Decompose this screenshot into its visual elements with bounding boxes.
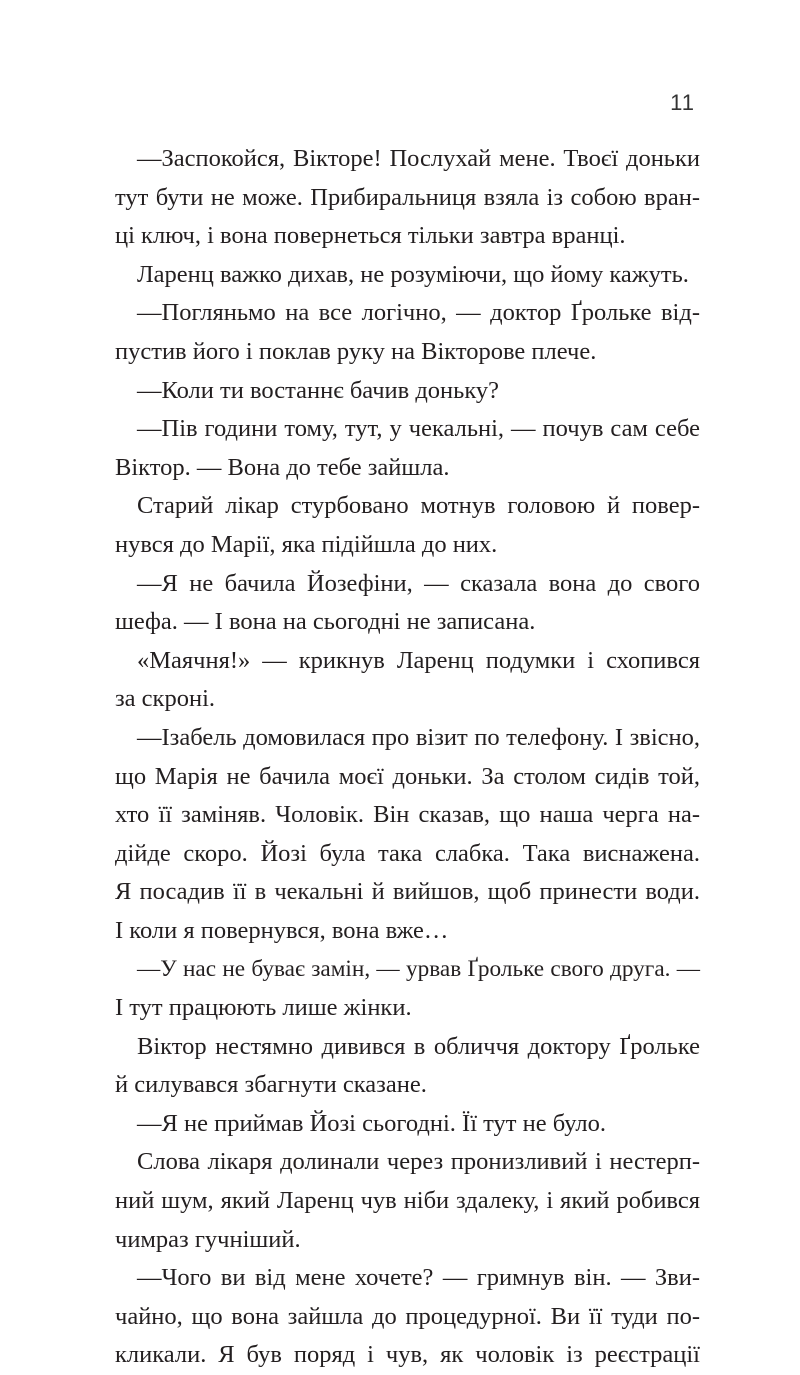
- text-line: чайно, що вона зайшла до процедурної. Ви її туди по-: [115, 1302, 700, 1330]
- text-line: —Заспокойся, Вікторе! Послухай мене. Твоєї доньки: [137, 145, 700, 172]
- text-line: чимраз гучніший.: [115, 1225, 301, 1253]
- text-line: Віктор нестямно дивився в обличчя доктору Ґрольке: [137, 1032, 700, 1060]
- text-line: —Я не приймав Йозі сьогодні. Її тут не було.: [137, 1109, 607, 1137]
- text-line: —Коли ти востаннє бачив доньку?: [137, 376, 499, 404]
- text-line: І тут працюють лише жінки.: [115, 994, 412, 1022]
- text-line: Старий лікар стурбовано мотнув головою й повер-: [137, 492, 700, 520]
- text-line: Віктор. — Вона до тебе зайшла.: [115, 453, 450, 481]
- text-line: дійде скоро. Йозі була така слабка. Така виснажена.: [115, 839, 700, 867]
- text-line: ці ключ, і вона повернеться тільки завтра вранці.: [115, 222, 626, 250]
- text-line: —У нас не буває замін, — урвав Ґрольке свого друга. —: [137, 956, 700, 983]
- text-line: —Я не бачила Йозефіни, — сказала вона до свого: [137, 569, 700, 597]
- text-line: —Пів години тому, тут, у чекальні, — почув сам себе: [137, 415, 700, 443]
- page-number: 11: [670, 90, 695, 115]
- text-line: —Ізабель домовилася про візит по телефону. І звісно,: [137, 723, 700, 751]
- text-line: хто її заміняв. Чоловік. Він сказав, що наша черга на-: [115, 801, 700, 829]
- text-line: пустив його і поклав руку на Вікторове плече.: [115, 337, 597, 365]
- text-line: що Марія не бачила моєї доньки. За столом сидів той,: [115, 762, 700, 790]
- text-line: —Чого ви від мене хочете? — гримнув він. — Зви-: [137, 1264, 700, 1292]
- text-line: нувся до Марії, яка підійшла до них.: [115, 530, 498, 558]
- text-line: Ларенц важко дихав, не розуміючи, що йому кажуть.: [137, 260, 689, 288]
- text-line: —Погляньмо на все логічно, — доктор Ґрольке від-: [137, 299, 700, 327]
- text-line: ний шум, який Ларенц чув ніби здалеку, і який робився: [115, 1187, 700, 1215]
- text-line: кликали. Я був поряд і чув, як чоловік із реєстрації: [115, 1341, 700, 1369]
- text-line: «Маячня!» — крикнув Ларенц подумки і схопився: [137, 646, 700, 674]
- text-line: Слова лікаря долинали через пронизливий і нестерп-: [137, 1148, 700, 1176]
- page-text: [115, 140, 700, 1375]
- text-line: за скроні.: [115, 685, 215, 713]
- text-line: І коли я повернувся, вона вже…: [115, 916, 449, 944]
- text-line: й силувався збагнути сказане.: [115, 1071, 427, 1099]
- text-line: шефа. — І вона на сьогодні не записана.: [115, 608, 536, 636]
- text-line: тут бути не може. Прибиральниця взяла із собою вран-: [115, 183, 700, 211]
- text-line: Я посадив її в чекальні й вийшов, щоб принести води.: [115, 878, 700, 906]
